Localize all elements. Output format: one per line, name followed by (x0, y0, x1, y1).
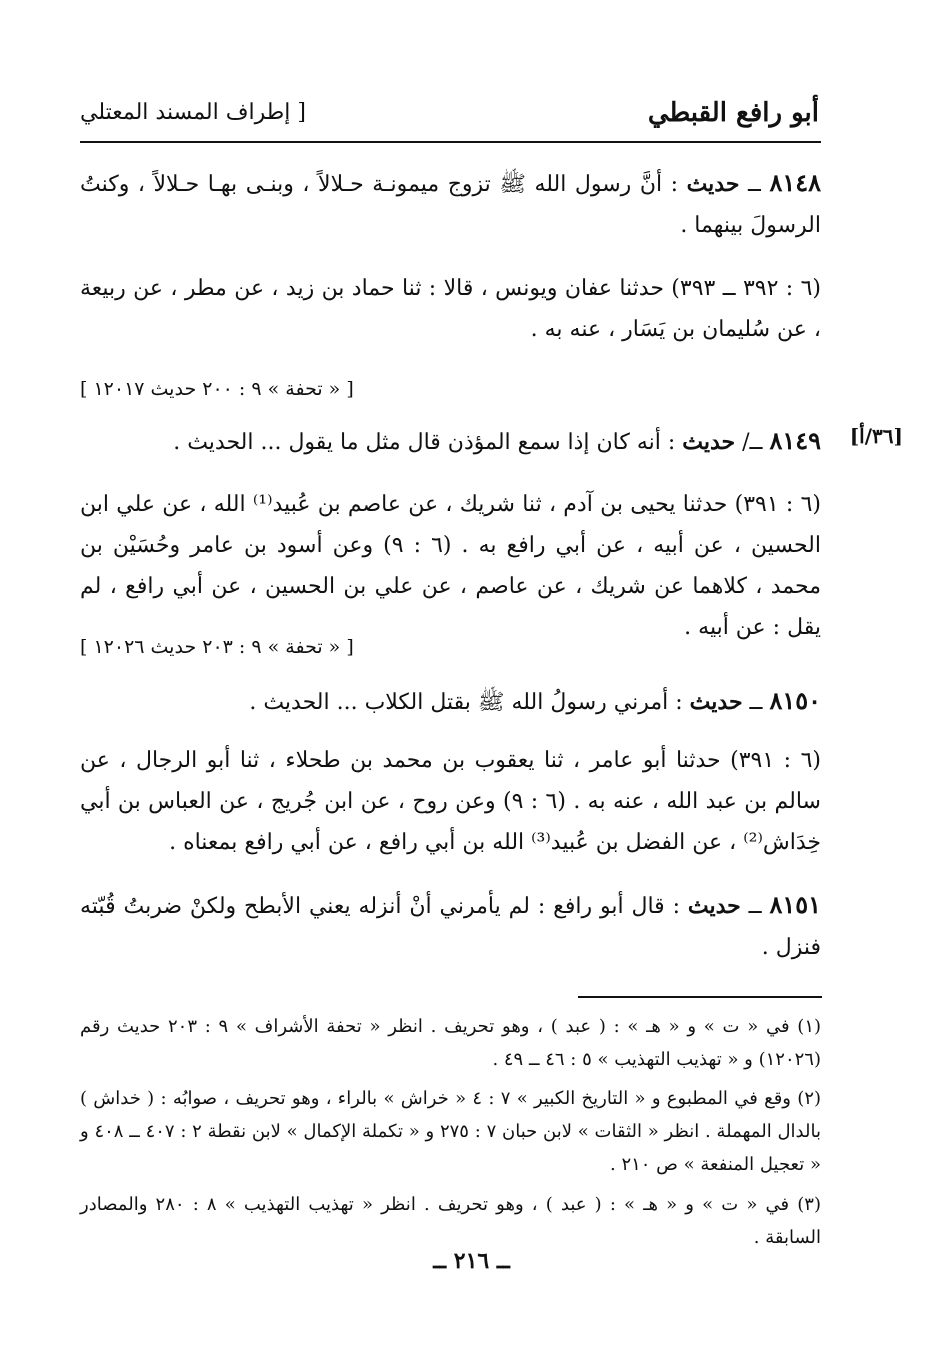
manuscript-folio-note: [٣٦/أ] (849, 424, 903, 448)
hadith-8151: ٨١٥١ ــ حديث : قال أبو رافع : لم يأمرني أنْ أنزله يعني الأبطح ولكنْ ضربتُ قُبّته فنزل . (80, 890, 822, 960)
hadith-text: : أمرني رسولُ الله ﷺ بقتل الكلاب ... الحديث . (249, 690, 690, 715)
hadith-keyword: حديث (687, 893, 741, 919)
page-number: ــ ٢١٦ ــ (433, 1248, 510, 1274)
footnote-rule (578, 996, 822, 998)
tuhfa-reference: [ « تحفة » ٩ : ٢٠٠ حديث ١٢٠١٧ ] (80, 378, 354, 400)
hadith-8148: ٨١٤٨ ــ حديث : أنَّ رسول الله ﷺ تزوج ميمونـة حـلالاً ، وبنـى بهـا حـلالاً ، وكنتُ الرسولَ بينهما . (80, 168, 821, 238)
isnad-8148: (٦ : ٣٩٢ ــ ٣٩٣) حدثنا عفان ويونس ، قالا : ثنا حماد بن زيد ، عن مطر ، عن ربيعة ، عن سُليمان بن يَسَار ، عنه به . (80, 276, 821, 342)
hadith-number: ٨١٥٠ (769, 686, 821, 715)
hadith-keyword: حديث (682, 429, 736, 455)
hadith-text: : أنَّ رسول الله ﷺ تزوج ميمونـة حـلالاً ، وبنـى بهـا حـلالاً ، وكنتُ الرسولَ بينهما . (80, 172, 821, 238)
header-rule (80, 141, 821, 143)
footnote-2: (٢) وقع في المطبوع و « التاريخ الكبير » ٧ : ٤ « خراش » بالراء ، وهو تحريف ، صوابُه : ( خداش ) بالدال المهملة . انظر « الثقات » لابن حبان ٧ : ٢٧٥ و « تكملة الإكمال » لابن نقطة ٢ : ٤٠٧ ــ ٤٠٨ و « تعجيل المنفعة » ص ٢١٠ . (80, 1088, 822, 1175)
hadith-number: ٨١٤٨ (769, 168, 821, 197)
hadith-text: : أنه كان إذا سمع المؤذن قال مثل ما يقول ... الحديث . (173, 430, 683, 455)
hadith-number: ٨١٤٩ (769, 426, 821, 455)
tuhfa-reference: [ « تحفة » ٩ : ٢٠٣ حديث ١٢٠٢٦ ] (80, 636, 354, 658)
isnad-8150: (٦ : ٣٩١) حدثنا أبو عامر ، ثنا يعقوب بن محمد بن طحلاء ، ثنا أبو الرجال ، عن سالم بن عبد الله ، عنه به . (٦ : ٩) وعن روح ، عن ابن جُريج ، عن العباس بن أبي خِدَاش⁽²⁾ ، عن الفضل بن عُبيد⁽³⁾ الله بن أبي رافع ، عن أبي رافع بمعناه . (80, 748, 821, 855)
hadith-8149: ٨١٤٩ ــ/ حديث : أنه كان إذا سمع المؤذن قال مثل ما يقول ... الحديث . (173, 426, 821, 455)
hadith-number: ٨١٥١ (769, 890, 822, 919)
footnote-3: (٣) في « ت » و « هـ » : ( عبد ) ، وهو تحريف . انظر « تهذيب التهذيب » ٨ : ٢٨٠ والمصادر السابقة . (80, 1194, 821, 1248)
hadith-keyword: حديث (686, 171, 740, 197)
hadith-text: : قال أبو رافع : لم يأمرني أنْ أنزله يعني الأبطح ولكنْ ضربتُ قُبّته فنزل . (80, 894, 821, 960)
footnote-1: (١) في « ت » و « هـ » : ( عبد ) ، وهو تحريف . انظر « تحفة الأشراف » ٩ : ٢٠٣ حديث رقم (١٢٠٢٦) و « تهذيب التهذيب » ٥ : ٤٦ ــ ٤٩ . (80, 1016, 822, 1070)
running-head-book: [ إطراف المسند المعتلي (80, 100, 306, 125)
running-head-title: أبو رافع القبطي (647, 98, 819, 128)
isnad-8149: (٦ : ٣٩١) حدثنا يحيى بن آدم ، ثنا شريك ، عن عاصم بن عُبيد⁽¹⁾ الله ، عن علي ابن الحسين ، عن أبيه ، عن أبي رافع به . (٦ : ٩) وعن أسود بن عامر وحُسَيْن بن محمد ، كلاهما عن شريك ، عن عاصم ، عن علي بن الحسين ، عن أبي رافع ، لم يقل : عن أبيه . (80, 492, 822, 640)
hadith-keyword: حديث (689, 689, 743, 715)
hadith-8150: ٨١٥٠ ــ حديث : أمرني رسولُ الله ﷺ بقتل الكلاب ... الحديث . (249, 686, 821, 715)
